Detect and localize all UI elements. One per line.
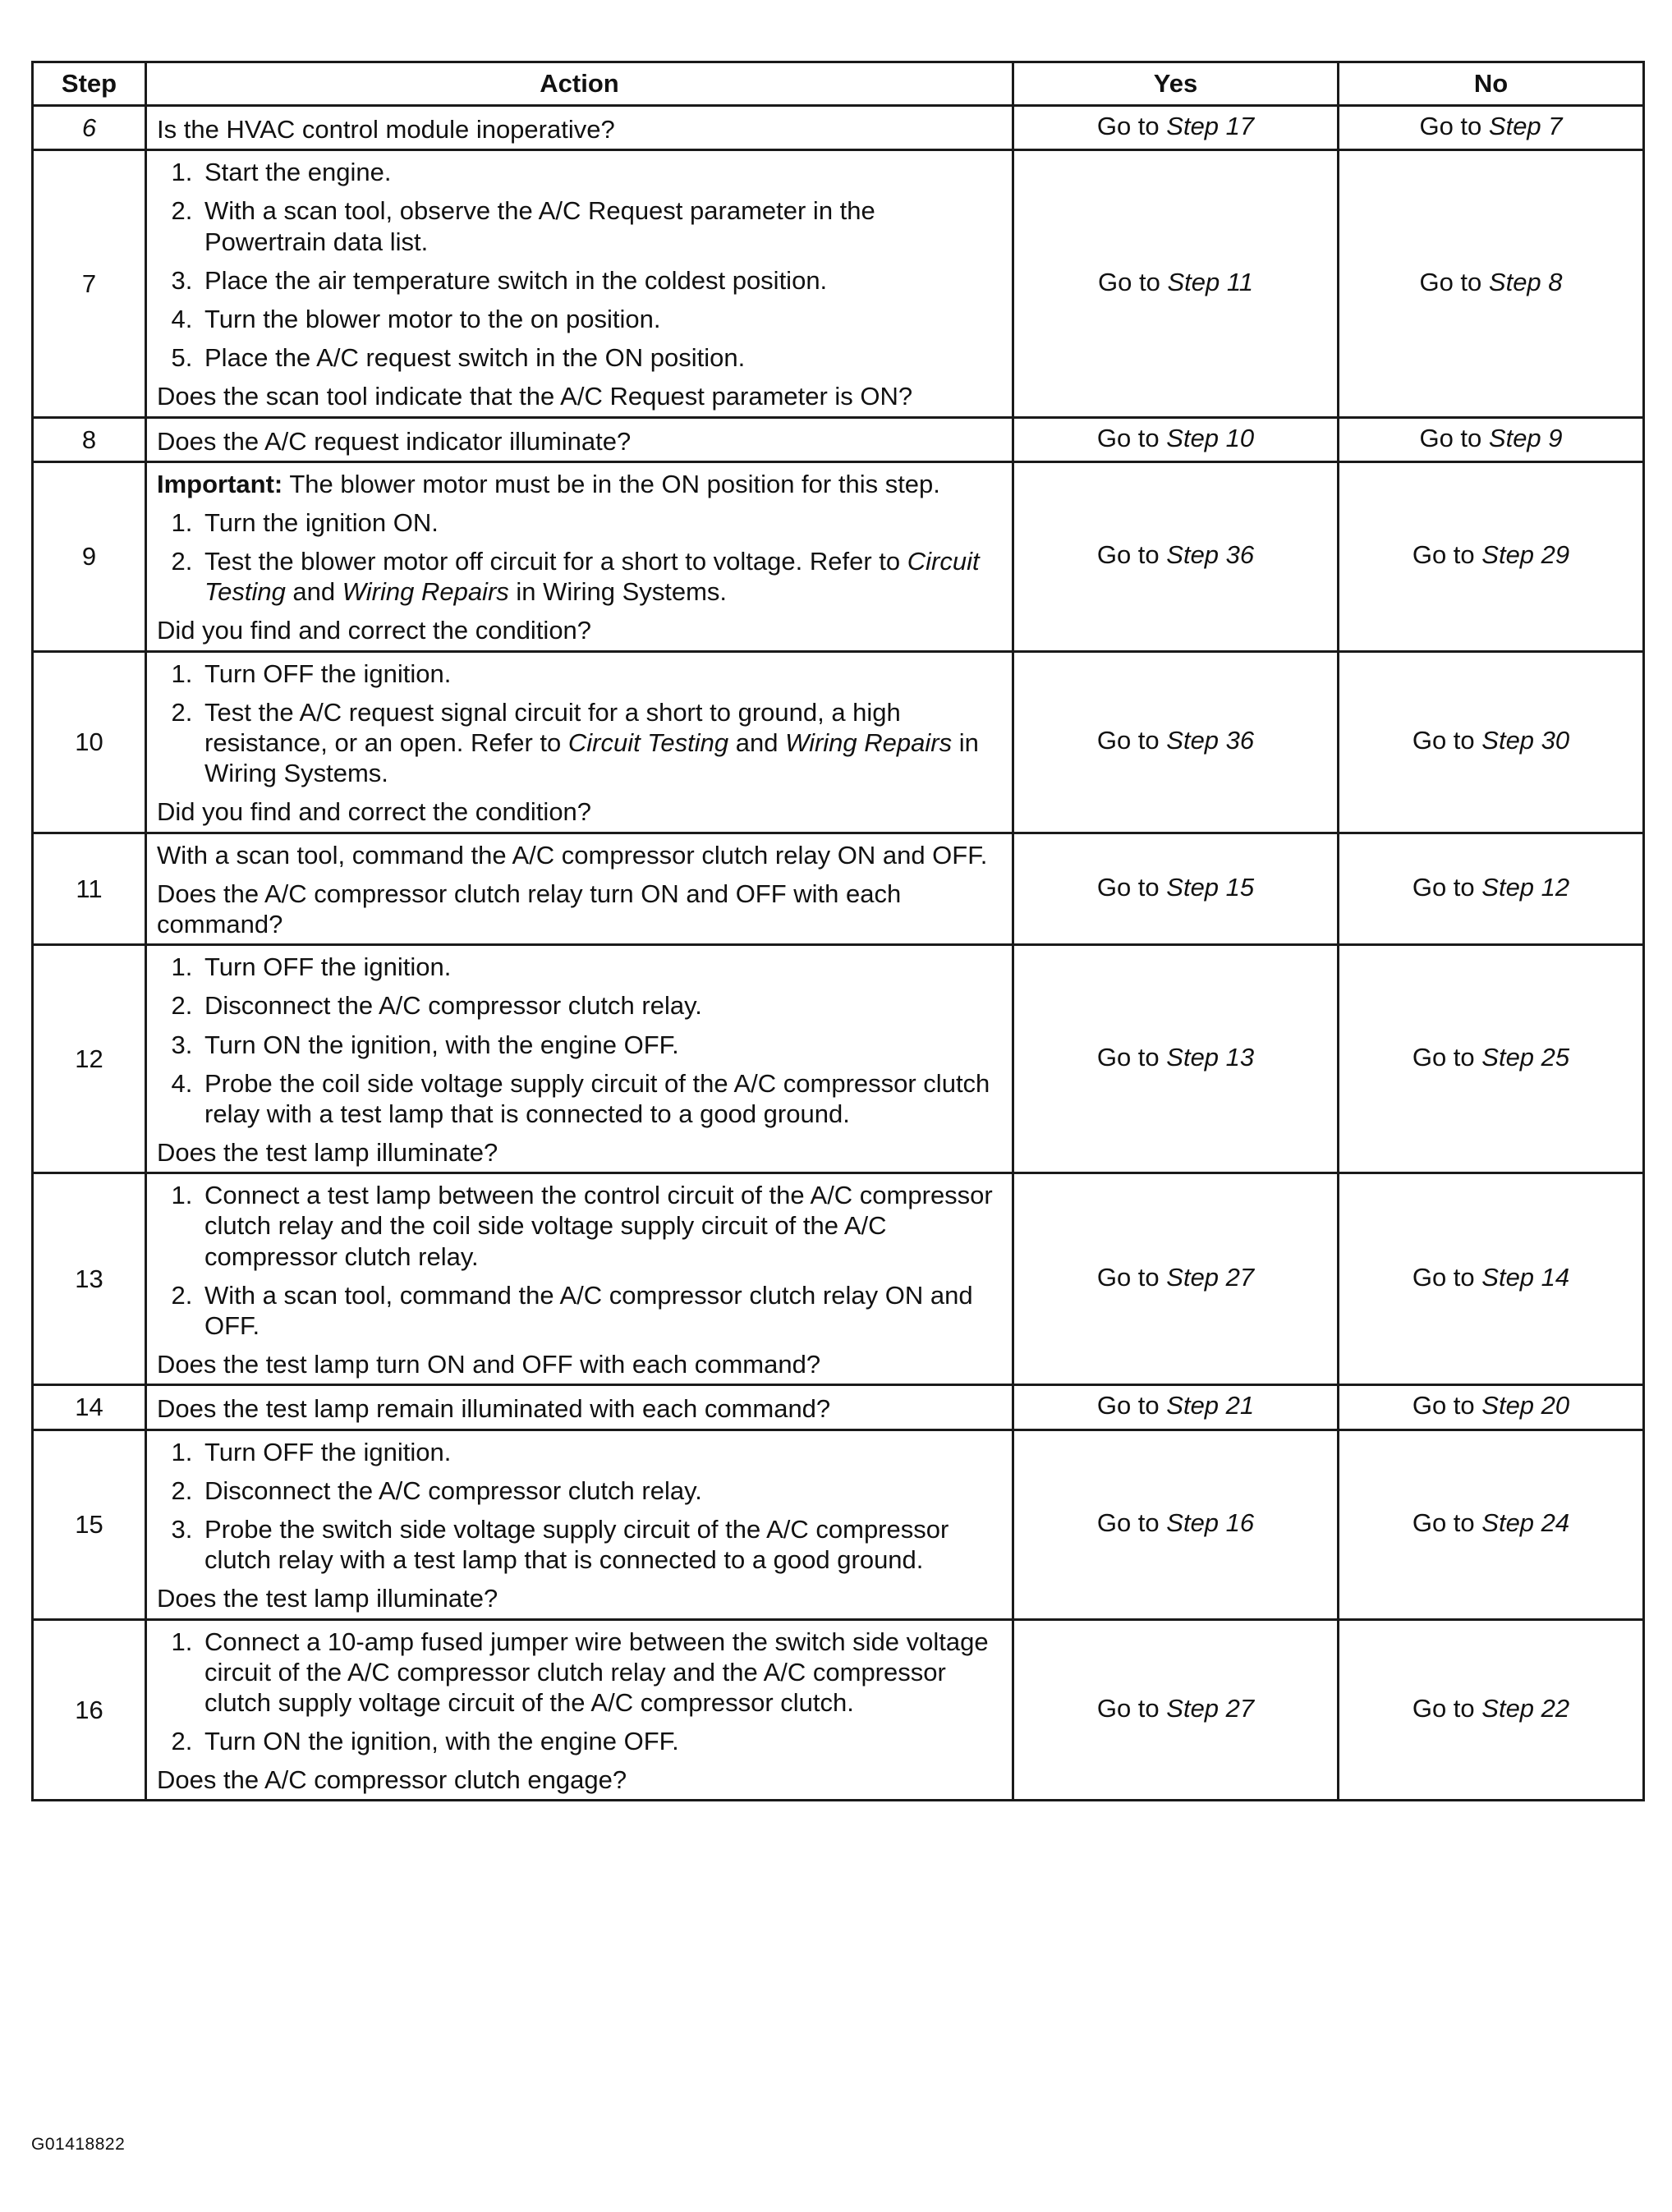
text-segment: in Wiring Systems.	[508, 577, 728, 607]
goto-text: Go to	[1096, 1693, 1160, 1723]
yes-cell	[1013, 106, 1339, 150]
action-cell	[146, 1173, 1013, 1385]
text-segment: Test the blower motor off circuit for a short to voltage. Refer to	[204, 547, 907, 576]
table-row	[33, 1385, 1644, 1430]
header-action: Action	[146, 62, 1013, 106]
action-cell	[146, 1619, 1013, 1801]
step-number: 7	[33, 150, 146, 417]
table-row	[33, 150, 1644, 417]
goto-step-ref: Step 21	[1166, 1391, 1255, 1420]
goto-step-ref: Step 12	[1481, 872, 1570, 902]
goto-step-ref: Step 15	[1166, 872, 1255, 902]
instruction-list	[157, 659, 1002, 789]
instruction-item: 3. Place the air temperature switch in the coldest position.	[200, 265, 1002, 296]
table-row	[33, 945, 1644, 1173]
action-cell	[146, 1430, 1013, 1619]
step-number: 15	[33, 1430, 146, 1619]
goto-text: Go to	[1096, 872, 1160, 902]
yes-cell	[1013, 651, 1339, 833]
step-number: 16	[33, 1619, 146, 1801]
header-step: Step	[33, 62, 146, 106]
goto-text: Go to	[1097, 267, 1160, 296]
goto-text: Go to	[1096, 423, 1160, 452]
step-question: Is the HVAC control module inoperative?	[157, 115, 615, 144]
yes-cell	[1013, 833, 1339, 945]
instruction-item: 1. Connect a test lamp between the control circuit of the A/C compressor clutch relay and the coil side voltage supply circuit of the A/C compressor clutch relay.	[200, 1180, 1002, 1272]
instruction-list	[157, 1627, 1002, 1757]
goto-text: Go to	[1412, 1391, 1475, 1420]
action-cell	[146, 651, 1013, 833]
no-cell	[1339, 461, 1644, 651]
figure-id: G01418822	[31, 2135, 126, 2154]
goto-step-ref: Step 20	[1481, 1391, 1570, 1420]
goto-step-ref: Step 27	[1166, 1693, 1255, 1723]
goto-step-ref: Step 22	[1481, 1693, 1570, 1723]
goto-step-ref: Step 36	[1166, 726, 1255, 755]
instruction-item: 2. Disconnect the A/C compressor clutch relay.	[200, 990, 1002, 1021]
goto-step-ref: Step 13	[1166, 1043, 1255, 1072]
table-header-row	[33, 62, 1644, 106]
step-number: 12	[33, 945, 146, 1173]
step-question: Does the A/C request indicator illuminate?	[157, 426, 632, 456]
table-body	[33, 106, 1644, 1801]
step-question: Does the scan tool indicate that the A/C Request parameter is ON?	[157, 382, 913, 411]
goto-step-ref: Step 11	[1167, 267, 1254, 296]
no-cell	[1339, 1385, 1644, 1430]
step-number: 9	[33, 461, 146, 651]
goto-text: Go to	[1419, 112, 1482, 140]
text-segment: and	[285, 577, 342, 607]
diagnostic-table	[31, 61, 1645, 1801]
yes-cell	[1013, 461, 1339, 651]
instruction-text: With a scan tool, command the A/C compressor clutch relay ON and OFF.	[157, 840, 988, 870]
instruction-item: 3. Probe the switch side voltage supply circuit of the A/C compressor clutch relay with a test lamp that is connected to a good ground.	[200, 1514, 1002, 1575]
step-number: 10	[33, 651, 146, 833]
action-cell	[146, 150, 1013, 417]
goto-step-ref: Step 9	[1488, 423, 1563, 452]
no-cell	[1339, 1619, 1644, 1801]
goto-text: Go to	[1412, 1043, 1475, 1072]
yes-cell	[1013, 1173, 1339, 1385]
step-question: Does the test lamp illuminate?	[157, 1584, 498, 1613]
instruction-item: 2. With a scan tool, observe the A/C Request parameter in the Powertrain data list.	[200, 195, 1002, 256]
instruction-item: 2. Turn ON the ignition, with the engine OFF.	[200, 1726, 1002, 1756]
step-number: 14	[33, 1385, 146, 1430]
table-row	[33, 651, 1644, 833]
yes-cell	[1013, 945, 1339, 1173]
text-segment: Test the A/C request signal circuit for a short to ground, a high resistance, or an open. Refer to	[204, 697, 901, 757]
goto-step-ref: Step 30	[1481, 726, 1570, 755]
goto-text: Go to	[1096, 1508, 1160, 1537]
action-cell	[146, 106, 1013, 150]
no-cell	[1339, 150, 1644, 417]
reference-title: Circuit Testing	[567, 728, 729, 757]
table-row	[33, 1619, 1644, 1801]
action-cell	[146, 833, 1013, 945]
goto-step-ref: Step 10	[1166, 423, 1255, 452]
instruction-item: 4. Probe the coil side voltage supply circuit of the A/C compressor clutch relay with a test lamp that is connected to a good ground.	[200, 1068, 1002, 1129]
action-cell	[146, 461, 1013, 651]
goto-text: Go to	[1096, 1263, 1160, 1292]
instruction-item: 4. Turn the blower motor to the on position.	[200, 304, 1002, 334]
goto-step-ref: Step 29	[1481, 540, 1570, 570]
yes-cell	[1013, 417, 1339, 461]
step-number: 6	[33, 106, 146, 150]
header-yes: Yes	[1013, 62, 1339, 106]
instruction-item: 1. Turn OFF the ignition.	[200, 1437, 1002, 1467]
goto-text: Go to	[1096, 1391, 1160, 1420]
instruction-item: 2. With a scan tool, command the A/C compressor clutch relay ON and OFF.	[200, 1280, 1002, 1341]
yes-cell	[1013, 1619, 1339, 1801]
instruction-list	[157, 1437, 1002, 1576]
step-number: 11	[33, 833, 146, 945]
goto-text: Go to	[1096, 726, 1160, 755]
goto-step-ref: Step 7	[1488, 112, 1563, 140]
goto-text: Go to	[1419, 267, 1482, 296]
goto-step-ref: Step 16	[1166, 1508, 1255, 1537]
goto-step-ref: Step 27	[1166, 1263, 1255, 1292]
table-row	[33, 106, 1644, 150]
yes-cell	[1013, 1385, 1339, 1430]
yes-cell	[1013, 150, 1339, 417]
reference-title: Wiring Repairs	[785, 728, 953, 757]
goto-step-ref: Step 24	[1481, 1508, 1570, 1537]
goto-text: Go to	[1419, 423, 1482, 452]
action-cell	[146, 1385, 1013, 1430]
table-row	[33, 833, 1644, 945]
table-row	[33, 461, 1644, 651]
text-segment: in Wiring Systems.	[204, 728, 979, 788]
goto-step-ref: Step 14	[1481, 1263, 1570, 1292]
instruction-item: 3. Turn ON the ignition, with the engine OFF.	[200, 1030, 1002, 1060]
important-text: The blower motor must be in the ON position for this step.	[289, 469, 940, 498]
goto-step-ref: Step 36	[1166, 540, 1255, 570]
reference-title: Wiring Repairs	[342, 577, 509, 607]
instruction-item	[200, 546, 1002, 607]
no-cell	[1339, 1173, 1644, 1385]
instruction-item: 5. Place the A/C request switch in the ON position.	[200, 342, 1002, 373]
instruction-item	[200, 697, 1002, 789]
step-question: Does the test lamp illuminate?	[157, 1138, 498, 1168]
no-cell	[1339, 833, 1644, 945]
step-question: Did you find and correct the condition?	[157, 616, 592, 645]
no-cell	[1339, 417, 1644, 461]
goto-text: Go to	[1412, 872, 1475, 902]
no-cell	[1339, 1430, 1644, 1619]
instruction-list	[157, 507, 1002, 608]
goto-text: Go to	[1412, 1693, 1475, 1723]
no-cell	[1339, 945, 1644, 1173]
step-question: Did you find and correct the condition?	[157, 797, 592, 827]
goto-step-ref: Step 8	[1488, 267, 1563, 296]
header-no: No	[1339, 62, 1644, 106]
table-row	[33, 417, 1644, 461]
no-cell	[1339, 651, 1644, 833]
step-question: Does the test lamp turn ON and OFF with each command?	[157, 1350, 821, 1379]
text-segment: and	[728, 728, 786, 757]
goto-text: Go to	[1412, 1263, 1475, 1292]
goto-text: Go to	[1096, 1043, 1160, 1072]
instruction-list	[157, 157, 1002, 373]
goto-text: Go to	[1412, 726, 1475, 755]
instruction-item: 1. Turn OFF the ignition.	[200, 659, 1002, 689]
table-row	[33, 1430, 1644, 1619]
goto-text: Go to	[1096, 112, 1160, 140]
instruction-list	[157, 952, 1002, 1129]
reference-title: Circuit Testing	[204, 547, 980, 607]
instruction-item: 2. Disconnect the A/C compressor clutch relay.	[200, 1475, 1002, 1506]
goto-text: Go to	[1096, 540, 1160, 570]
important-note	[157, 469, 1002, 499]
action-cell	[146, 417, 1013, 461]
goto-text: Go to	[1412, 540, 1475, 570]
goto-step-ref: Step 17	[1166, 112, 1255, 140]
instruction-item: 1. Turn OFF the ignition.	[200, 952, 1002, 982]
yes-cell	[1013, 1430, 1339, 1619]
step-question: Does the A/C compressor clutch engage?	[157, 1765, 627, 1795]
important-label: Important:	[157, 469, 283, 498]
step-number: 8	[33, 417, 146, 461]
instruction-item: 1. Start the engine.	[200, 157, 1002, 187]
table-row	[33, 1173, 1644, 1385]
instruction-item: 1. Connect a 10-amp fused jumper wire between the switch side voltage circuit of the A/C compressor clutch relay and the A/C compressor clutch supply voltage circuit of the A/C compressor clutch.	[200, 1627, 1002, 1719]
no-cell	[1339, 106, 1644, 150]
goto-step-ref: Step 25	[1481, 1043, 1570, 1072]
step-number: 13	[33, 1173, 146, 1385]
instruction-item: 1. Turn the ignition ON.	[200, 507, 1002, 538]
goto-text: Go to	[1412, 1508, 1475, 1537]
step-question: Does the A/C compressor clutch relay turn ON and OFF with each command?	[157, 879, 902, 938]
instruction-list	[157, 1180, 1002, 1341]
action-cell	[146, 945, 1013, 1173]
step-question: Does the test lamp remain illuminated with each command?	[157, 1394, 831, 1424]
